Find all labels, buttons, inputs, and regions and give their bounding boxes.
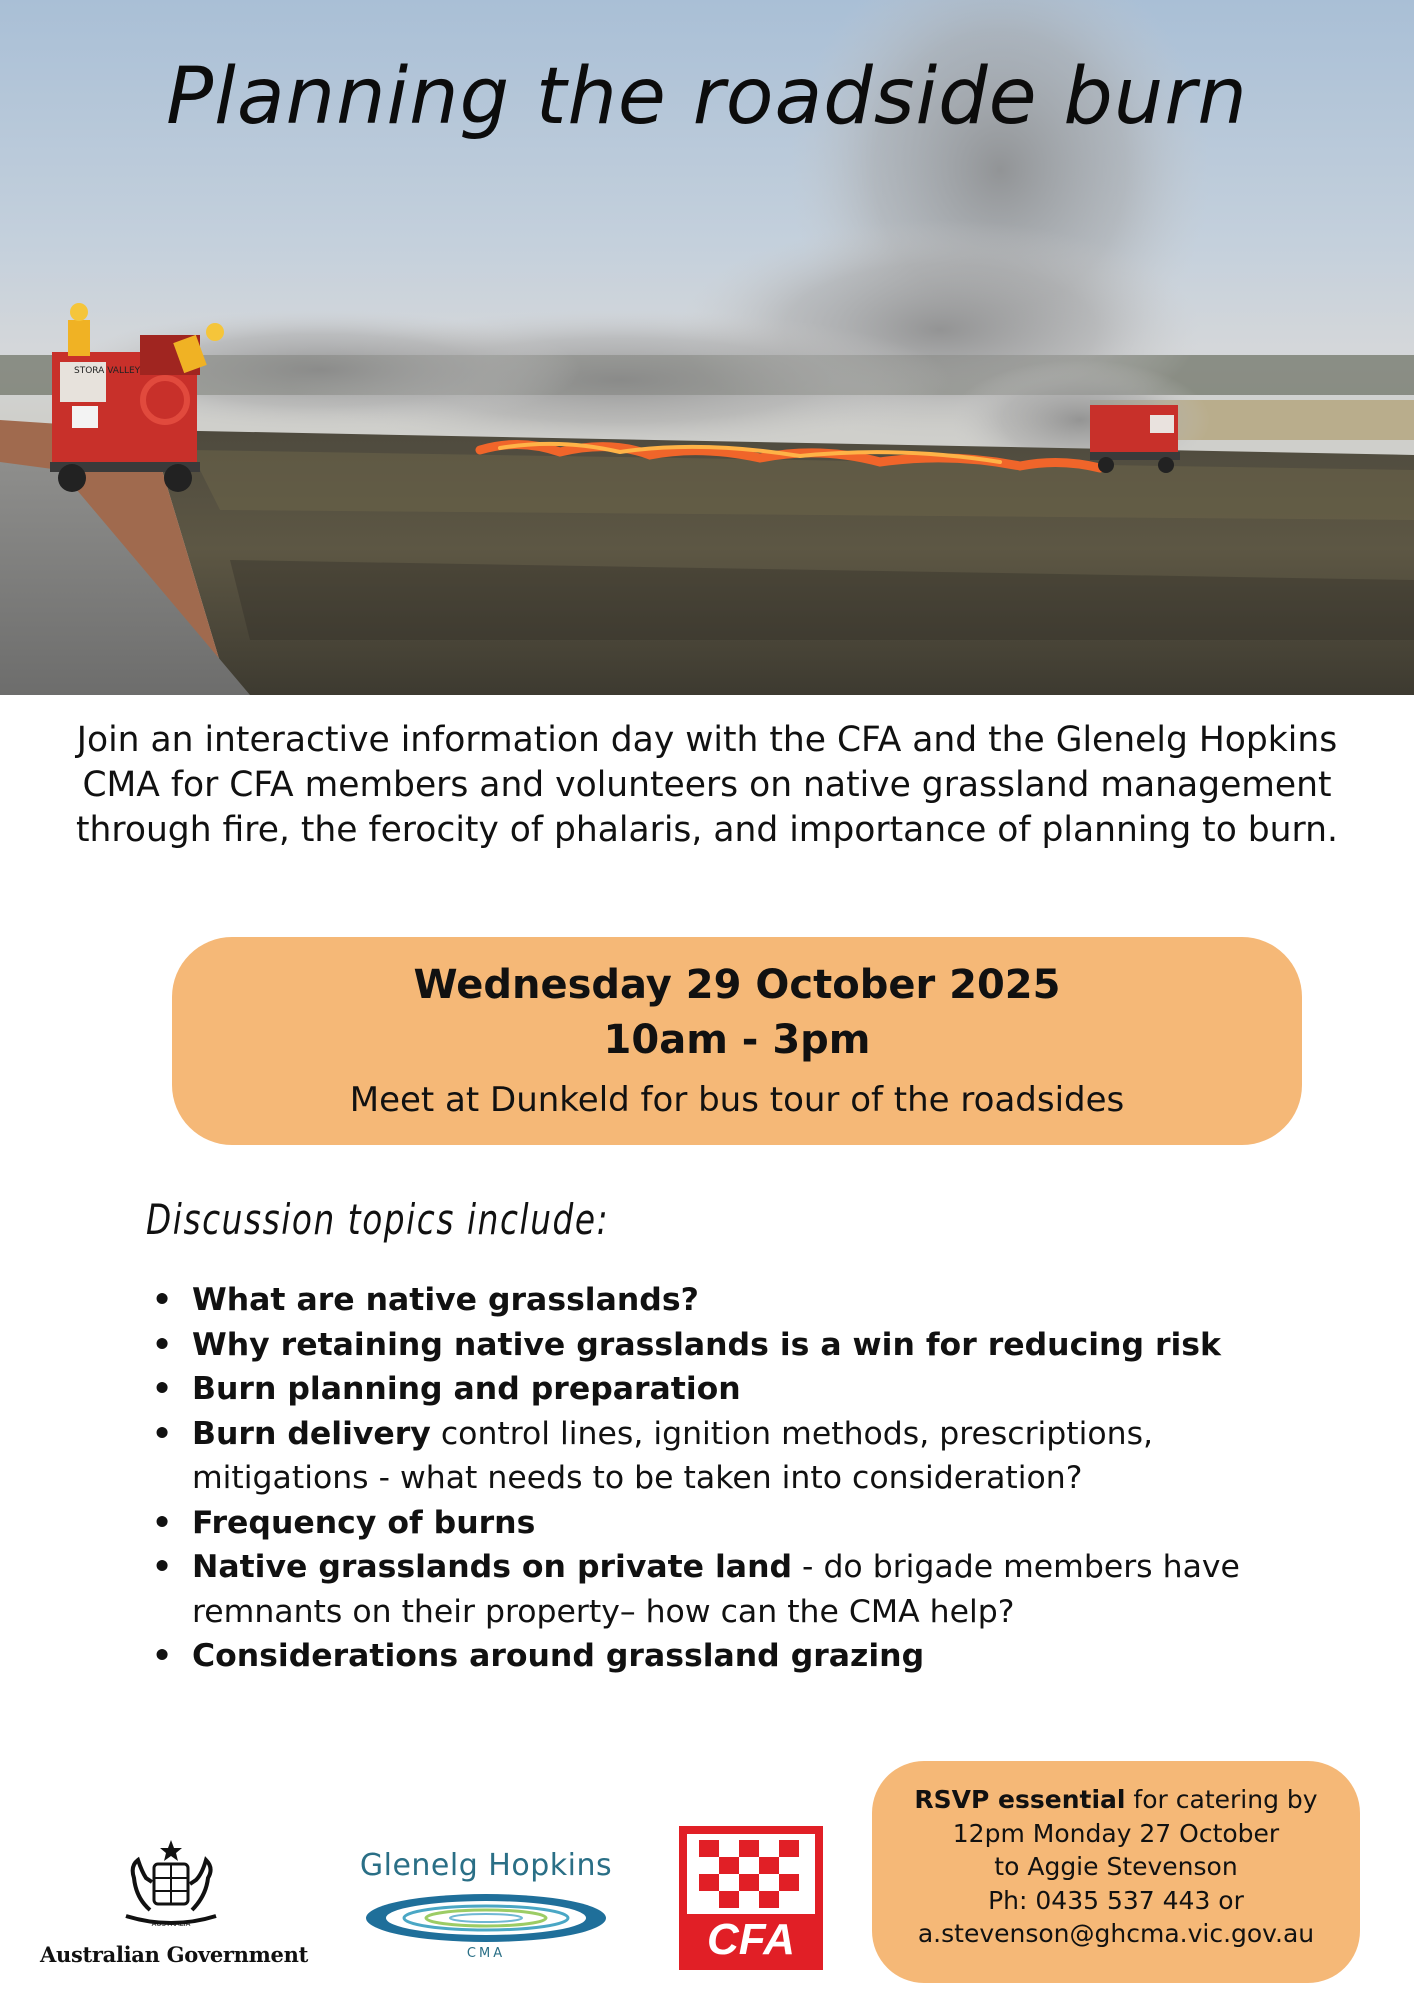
list-item [146, 1545, 1326, 1634]
bullet-icon: • [152, 1371, 173, 1407]
crest-ribbon-text: AUSTRALIA [151, 1920, 191, 1928]
topic-bold: Native grasslands on private land [192, 1549, 793, 1585]
gh-logo-sub: CMA [466, 1946, 506, 1961]
australian-government-logo [40, 1838, 308, 1978]
topics-heading: Discussion topics include: [146, 1195, 610, 1244]
topic-text: control lines, ignition methods, prescriptions, mitigations - what needs to be taken into consideration? [192, 1415, 1154, 1496]
event-time: 10am - 3pm [603, 1017, 871, 1063]
bullet-icon: • [152, 1326, 173, 1363]
topic-bold: What are native grasslands? [192, 1282, 699, 1318]
intro-paragraph: Join an interactive information day with the CFA and the Glenelg Hopkins CMA for CFA members and volunteers on native grassland management through fire, the ferocity of phalaris, and importance of planning to burn. [76, 720, 1338, 850]
rsvp-line-2: 12pm Monday 27 October [952, 1818, 1280, 1848]
bullet-icon: • [152, 1282, 173, 1318]
topic-bold: Why retaining native grasslands is a win for reducing risk [192, 1326, 1222, 1363]
water-ripple-icon [361, 1892, 611, 1944]
list-item [146, 1367, 1326, 1412]
bullet-icon: • [152, 1549, 173, 1585]
truck-label: STORA VALLEY [74, 366, 141, 376]
topic-bold: Considerations around grassland grazing [192, 1638, 925, 1674]
cfa-logo [679, 1826, 823, 1970]
fire-truck-left [50, 335, 200, 492]
cfa-logo-text: CFA [707, 1915, 795, 1964]
rsvp-email[interactable]: a.stevenson@ghcma.vic.gov.au [917, 1919, 1315, 1948]
rsvp-line-3: to Aggie Stevenson [994, 1852, 1238, 1881]
glenelg-hopkins-logo [336, 1848, 636, 1978]
bullet-icon: • [152, 1504, 173, 1541]
rsvp-line-1-rest: for catering by [1125, 1785, 1318, 1814]
gh-logo-name: Glenelg Hopkins [359, 1848, 613, 1883]
topic-bold: Frequency of burns [192, 1504, 536, 1541]
page-title: Planning the roadside burn [166, 52, 1248, 142]
hero-photo [0, 0, 1414, 695]
event-details-box [172, 937, 1302, 1145]
topic-bold: Burn planning and preparation [192, 1371, 741, 1407]
rsvp-box [872, 1761, 1360, 1983]
list-item [146, 1412, 1326, 1501]
list-item [146, 1323, 1326, 1368]
list-item [146, 1278, 1326, 1323]
topics-list [146, 1278, 1326, 1679]
rsvp-line-1 [872, 1783, 1360, 1817]
coat-of-arms-icon [106, 1838, 236, 1938]
event-date: Wednesday 29 October 2025 [413, 962, 1061, 1008]
gov-logo-text: Australian Government [40, 1942, 308, 1967]
topic-text: - do brigade members have remnants on their property– how can the CMA help? [192, 1549, 1240, 1630]
event-meeting-point: Meet at Dunkeld for bus tour of the roadsides [349, 1080, 1125, 1120]
rsvp-phone: Ph: 0435 537 443 or [988, 1885, 1244, 1915]
rsvp-essential: RSVP essential [914, 1785, 1126, 1814]
bullet-icon: • [152, 1638, 173, 1674]
topic-bold: Burn delivery [192, 1415, 431, 1452]
bullet-icon: • [152, 1415, 173, 1452]
list-item [146, 1501, 1326, 1546]
list-item [146, 1634, 1326, 1679]
